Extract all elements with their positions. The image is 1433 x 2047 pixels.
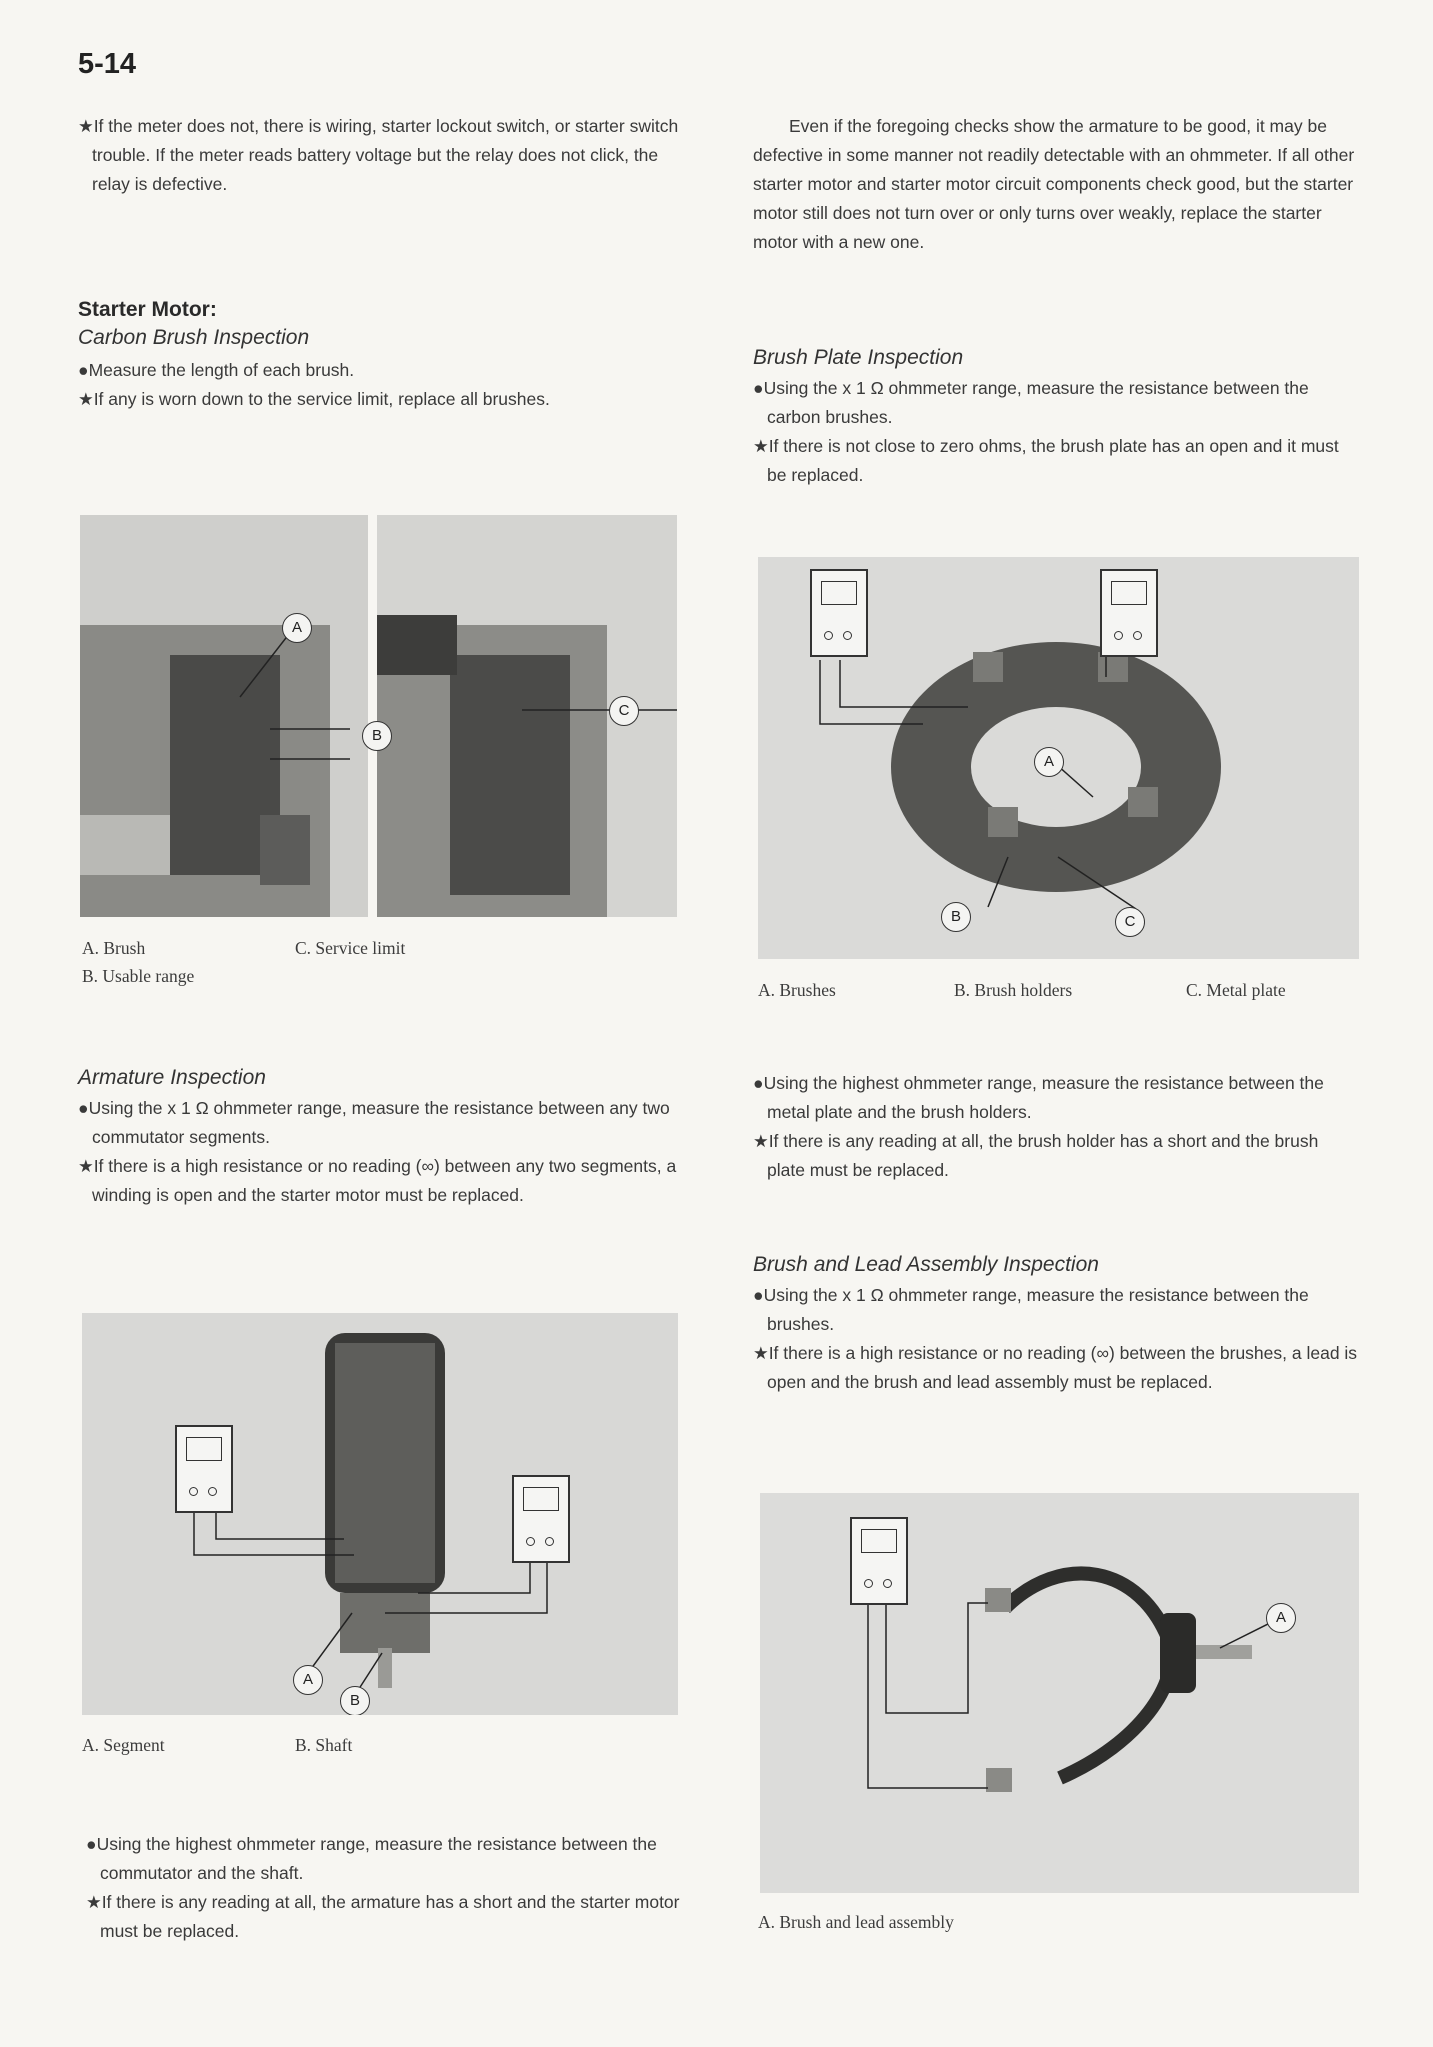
lead-assembly-bullet: ●Using the x 1 Ω ohmmeter range, measure the resistance between the brushes. xyxy=(753,1285,1309,1334)
armature-illustration xyxy=(82,1313,678,1715)
left-column xyxy=(78,112,681,199)
ohmmeter-icon xyxy=(850,1517,908,1605)
fig3-label-b: B xyxy=(941,902,971,932)
ohmmeter-icon xyxy=(810,569,868,657)
fig2-caption-b: B. Shaft xyxy=(295,1735,353,1755)
armature-star: ★If there is a high resistance or no reading (∞) between any two segments, a winding is open and the starter motor must be replaced. xyxy=(78,1156,677,1205)
fig3-label-c: C xyxy=(1115,907,1145,937)
fig2-label-b: B xyxy=(340,1686,370,1715)
brush-holder-star: ★If there is any reading at all, the brush holder has a short and the brush plate must be replaced. xyxy=(753,1131,1319,1180)
brush-plate-heading: Brush Plate Inspection xyxy=(753,346,964,369)
ohmmeter-icon xyxy=(512,1475,570,1563)
ohmmeter-icon xyxy=(175,1425,233,1513)
armature-short-star: ★If there is any reading at all, the armature has a short and the starter motor must be replaced. xyxy=(86,1892,680,1941)
fig1-label-a: A xyxy=(282,613,312,643)
carbon-brush-heading: Carbon Brush Inspection xyxy=(78,326,310,349)
armature-defect-paragraph: Even if the foregoing checks show the armature to be good, it may be defective in some manner not readily detectable with an ohmmeter. If all other starter motor and starter motor circuit components check good, but the starter motor still does not turn over or only turns over weakly, replace the starter motor with a new one. xyxy=(753,116,1355,252)
brush-holder-bullet: ●Using the highest ohmmeter range, measure the resistance between the metal plate and the brush holders. xyxy=(753,1073,1324,1122)
ohmmeter-icon xyxy=(1100,569,1158,657)
fig2-label-a: A xyxy=(293,1665,323,1695)
fig1-label-c: C xyxy=(609,696,639,726)
intro-paragraph: ★If the meter does not, there is wiring, starter lockout switch, or starter switch trouble. If the meter reads battery voltage but the relay does not click, the relay is defective. xyxy=(78,116,679,194)
armature-heading: Armature Inspection xyxy=(78,1066,266,1089)
right-intro xyxy=(753,112,1361,257)
armature-short-section xyxy=(86,1830,681,1946)
brush-length-photo xyxy=(80,515,677,917)
fig1-caption-a: A. Brush xyxy=(82,938,146,958)
lead-assembly-star: ★If there is a high resistance or no reading (∞) between the brushes, a lead is open and the brush and lead assembly must be replaced. xyxy=(753,1343,1358,1392)
armature-photo xyxy=(82,1313,678,1715)
fig3-caption-c: C. Metal plate xyxy=(1186,980,1286,1000)
starter-motor-section xyxy=(78,298,681,414)
fig4-caption-a: A. Brush and lead assembly xyxy=(758,1912,954,1932)
carbon-brush-bullet: ●Measure the length of each brush. xyxy=(78,360,355,380)
fig2-caption-a: A. Segment xyxy=(82,1735,165,1755)
fig1-caption-b: B. Usable range xyxy=(82,966,195,986)
brush-plate-section xyxy=(753,346,1361,490)
brush-holder-short-section xyxy=(753,1069,1361,1185)
fig3-caption-a: A. Brushes xyxy=(758,980,836,1000)
fig1-caption-c: C. Service limit xyxy=(295,938,406,958)
page-number: 5-14 xyxy=(78,48,137,80)
armature-bullet: ●Using the x 1 Ω ohmmeter range, measure the resistance between any two commutator segments. xyxy=(78,1098,670,1147)
lead-assembly-heading: Brush and Lead Assembly Inspection xyxy=(753,1253,1099,1276)
brush-plate-photo xyxy=(758,557,1359,959)
brush-length-illustration xyxy=(80,515,677,917)
fig3-caption-b: B. Brush holders xyxy=(954,980,1073,1000)
section-title: Starter Motor: xyxy=(78,298,217,321)
brush-lead-assembly-photo xyxy=(760,1493,1359,1893)
lead-assembly-section xyxy=(753,1253,1361,1397)
armature-section xyxy=(78,1066,681,1210)
armature-short-bullet: ●Using the highest ohmmeter range, measure the resistance between the commutator and the shaft. xyxy=(86,1834,657,1883)
fig1-label-b: B xyxy=(362,721,392,751)
carbon-brush-star: ★If any is worn down to the service limit, replace all brushes. xyxy=(78,389,550,409)
fig4-label-a: A xyxy=(1266,1603,1296,1633)
brush-plate-bullet: ●Using the x 1 Ω ohmmeter range, measure the resistance between the carbon brushes. xyxy=(753,378,1309,427)
brush-plate-star: ★If there is not close to zero ohms, the brush plate has an open and it must be replaced. xyxy=(753,436,1339,485)
fig3-label-a: A xyxy=(1034,747,1064,777)
